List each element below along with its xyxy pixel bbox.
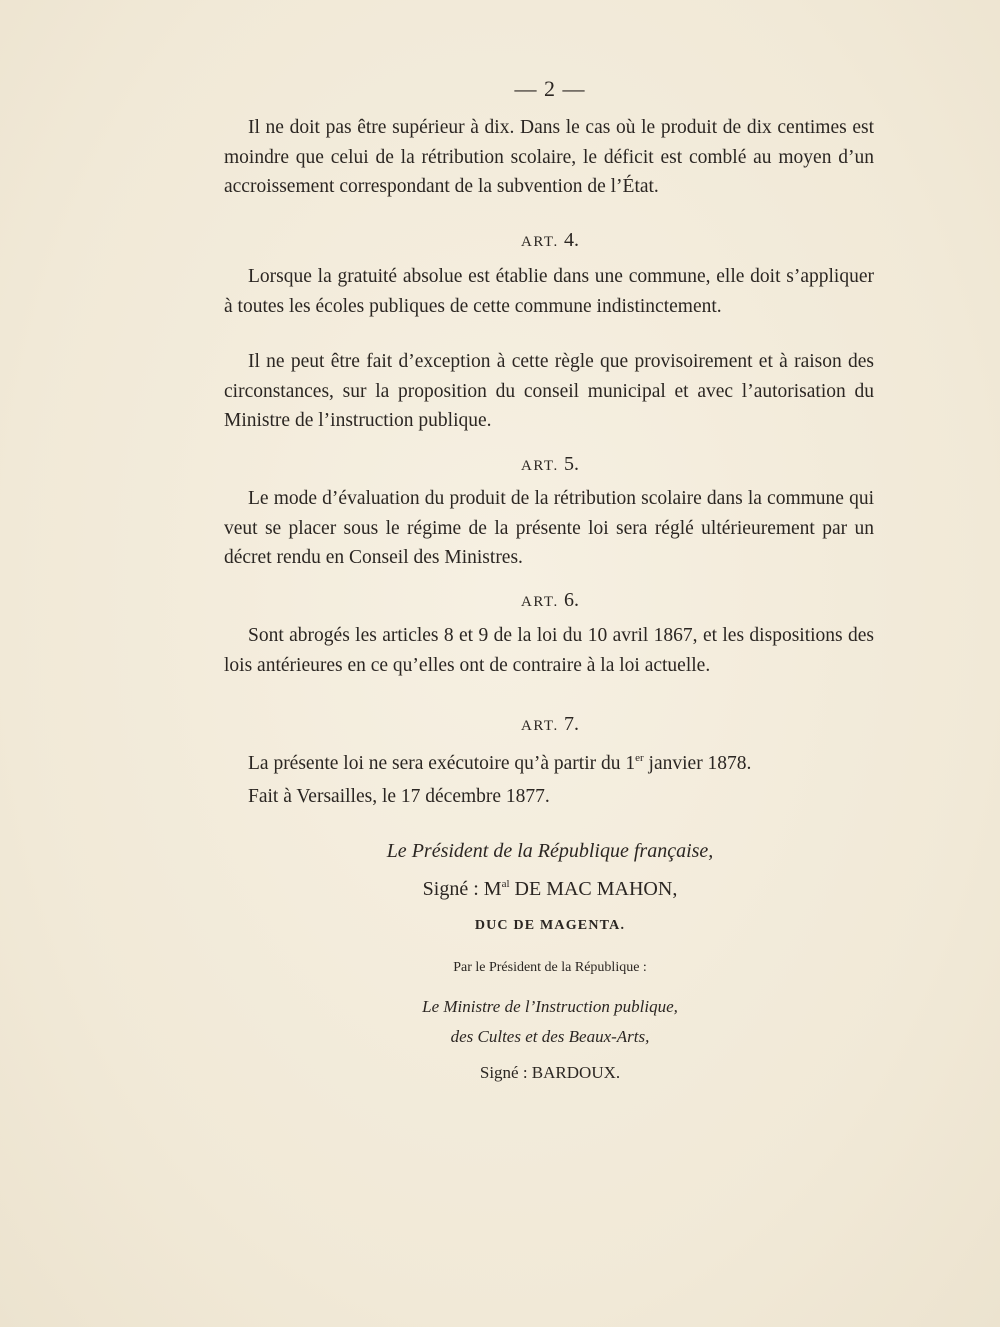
article-heading-7 [0,713,1000,736]
paragraph-art6: Sont abrogés les articles 8 et 9 de la loi du 10 avril 1867, et les dispositions des lois antérieures en ce qu’elles ont de contraire à la loi actuelle. [224,625,874,676]
paragraph-art5: Le mode d’évaluation du produit de la rétribution scolaire dans la commune qui veut se placer sous le régime de la présente loi sera réglé ultérieurement par un décret rendu en Conseil des Ministres. [224,488,874,568]
duc-de-magenta: DUC DE MAGENTA. [474,918,626,933]
paragraph-continuation: Il ne doit pas être supérieur à dix. Dans le cas où le produit de dix centimes est moindre que celui de la rétribution scolaire, le déficit est comblé au moyen d’un accroissement correspondant de la subvention de l’État. [224,117,874,197]
signature-mac-mahon [0,878,1000,901]
ministre-line-1: Le Ministre de l’Instruction publique, [422,997,678,1016]
par-le-president: Par le Président de la République : [453,960,647,975]
article-label: ART. [521,458,559,474]
page-number: — 2 — [514,76,586,101]
article-number: 4. [564,229,579,251]
signe-prefix: Signé : M [422,878,502,900]
article-heading-5 [0,453,1000,476]
marshal-superscript: al [501,878,510,890]
article-heading-6 [0,589,1000,612]
paragraph-art7 [224,744,874,779]
article-heading-4 [0,229,1000,252]
paragraph-art4-a: Lorsque la gratuité absolue est établie dans une commune, elle doit s’appliquer à toutes les écoles publiques de cette commune indistinctement. [224,266,874,317]
article-label: ART. [521,234,559,250]
article-label: ART. [521,594,559,610]
signature-bardoux: Signé : BARDOUX. [479,1063,621,1082]
art7-superscript: er [635,752,644,764]
president-title: Le Président de la République française, [386,840,714,862]
paragraph-fait-a-versailles: Fait à Versailles, le 17 décembre 1877. [248,786,550,807]
article-number: 7. [564,713,579,735]
article-number: 6. [564,589,579,611]
article-number: 5. [564,453,579,475]
signe-name: DE MAC MAHON, [509,878,678,900]
ministre-line-2: des Cultes et des Beaux-Arts, [450,1027,650,1046]
art7-text-start: La présente loi ne sera exécutoire qu’à partir du 1 [248,753,636,774]
article-label: ART. [521,718,559,734]
art7-text-end: janvier 1878. [643,753,752,774]
paragraph-art4-b: Il ne peut être fait d’exception à cette règle que provisoirement et à raison des circonstances, sur la proposition du conseil municipal et avec l’autorisation du Ministre de l’instruction publique. [224,351,874,431]
